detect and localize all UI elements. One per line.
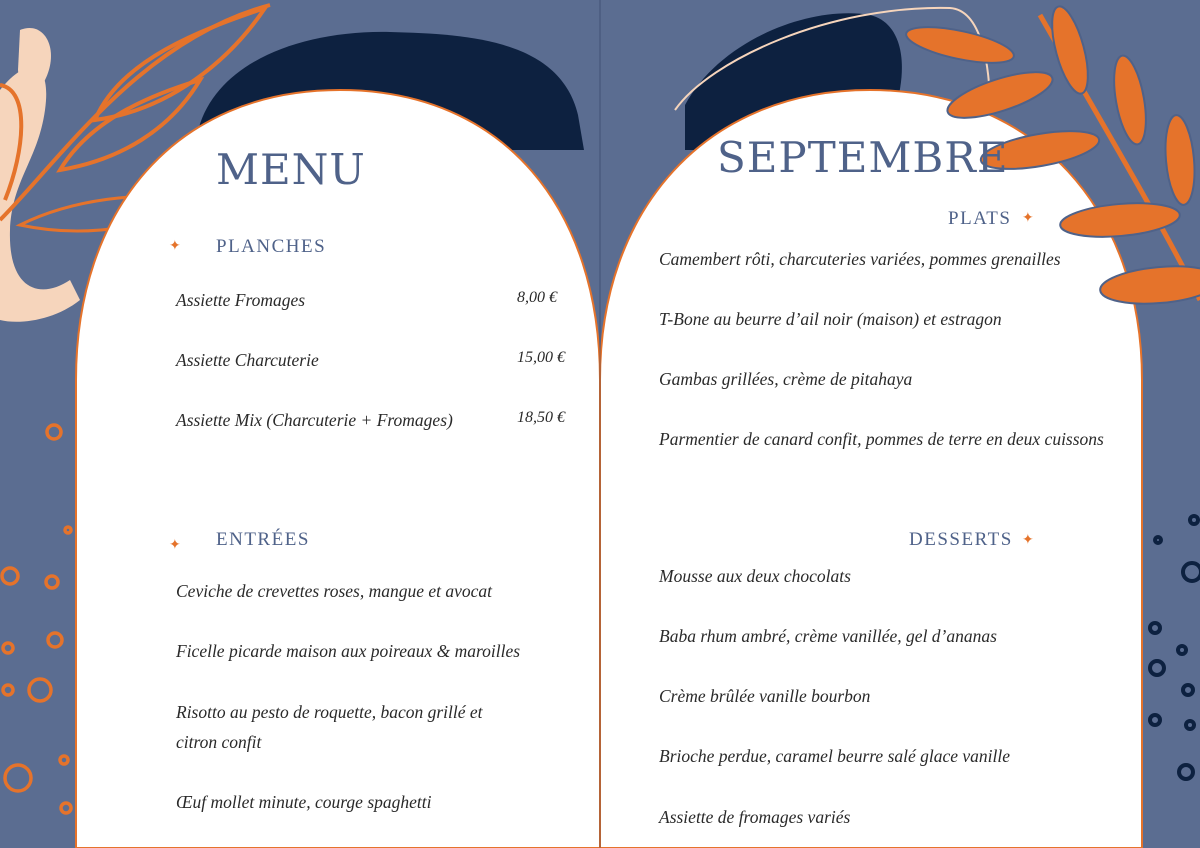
menu-item: Parmentier de canard confit, pommes de terre en deux cuissons: [659, 429, 1104, 449]
menu-item: Œuf mollet minute, courge spaghetti: [176, 792, 432, 812]
menu-item-price: 15,00 €: [517, 349, 565, 366]
menu-item: Assiette Fromages: [176, 290, 306, 310]
menu-item: Ceviche de crevettes roses, mangue et avocat: [176, 581, 493, 601]
menu-arch-panel: [600, 90, 1142, 848]
sparkle-star-icon: ✦: [1022, 533, 1034, 548]
menu-item: Ficelle picarde maison aux poireaux & maroilles: [176, 641, 521, 661]
section-heading-plats: PLATS: [948, 208, 1012, 229]
menu-item: Mousse aux deux chocolats: [659, 566, 851, 586]
peach-leaf-shape-top: [18, 28, 51, 92]
orange-rings: [2, 425, 71, 813]
menu-item: T-Bone au beurre d’ail noir (maison) et estragon: [659, 309, 1002, 329]
menu-item: Crème brûlée vanille bourbon: [659, 686, 871, 706]
menu-item: Brioche perdue, caramel beurre salé glace vanille: [659, 746, 1011, 766]
menu-title: MENU: [216, 145, 366, 194]
menu-item: Assiette de fromages variés: [659, 807, 851, 827]
page-fold-line: [599, 0, 601, 848]
section-heading-entrees: ENTRÉES: [216, 529, 310, 550]
menu-item: Assiette Charcuterie: [176, 350, 319, 370]
menu-item: Baba rhum ambré, crème vanillée, gel d’ananas: [659, 626, 997, 646]
menu-subtitle-month: SEPTEMBRE: [717, 133, 1009, 182]
peach-leaf-shape: [0, 67, 80, 321]
menu-right-page: [600, 0, 1200, 848]
sparkle-star-icon: ✦: [1022, 211, 1034, 226]
section-heading-desserts: DESSERTS: [909, 529, 1013, 550]
menu-item: Assiette Mix (Charcuterie + Fromages): [176, 410, 453, 430]
section-heading-planches: PLANCHES: [216, 236, 327, 257]
menu-item: Camembert rôti, charcuteries variées, pommes grenailles: [659, 249, 1061, 269]
sparkle-star-icon: ✦: [169, 239, 181, 254]
menu-item: Risotto au pesto de roquette, bacon grillé et citron confit: [176, 702, 483, 752]
menu-item-price: 8,00 €: [517, 289, 557, 306]
menu-item-price: 18,50 €: [517, 409, 565, 426]
sparkle-star-icon: ✦: [169, 538, 181, 553]
menu-item: Gambas grillées, crème de pitahaya: [659, 369, 913, 389]
navy-dots: [1150, 516, 1200, 779]
